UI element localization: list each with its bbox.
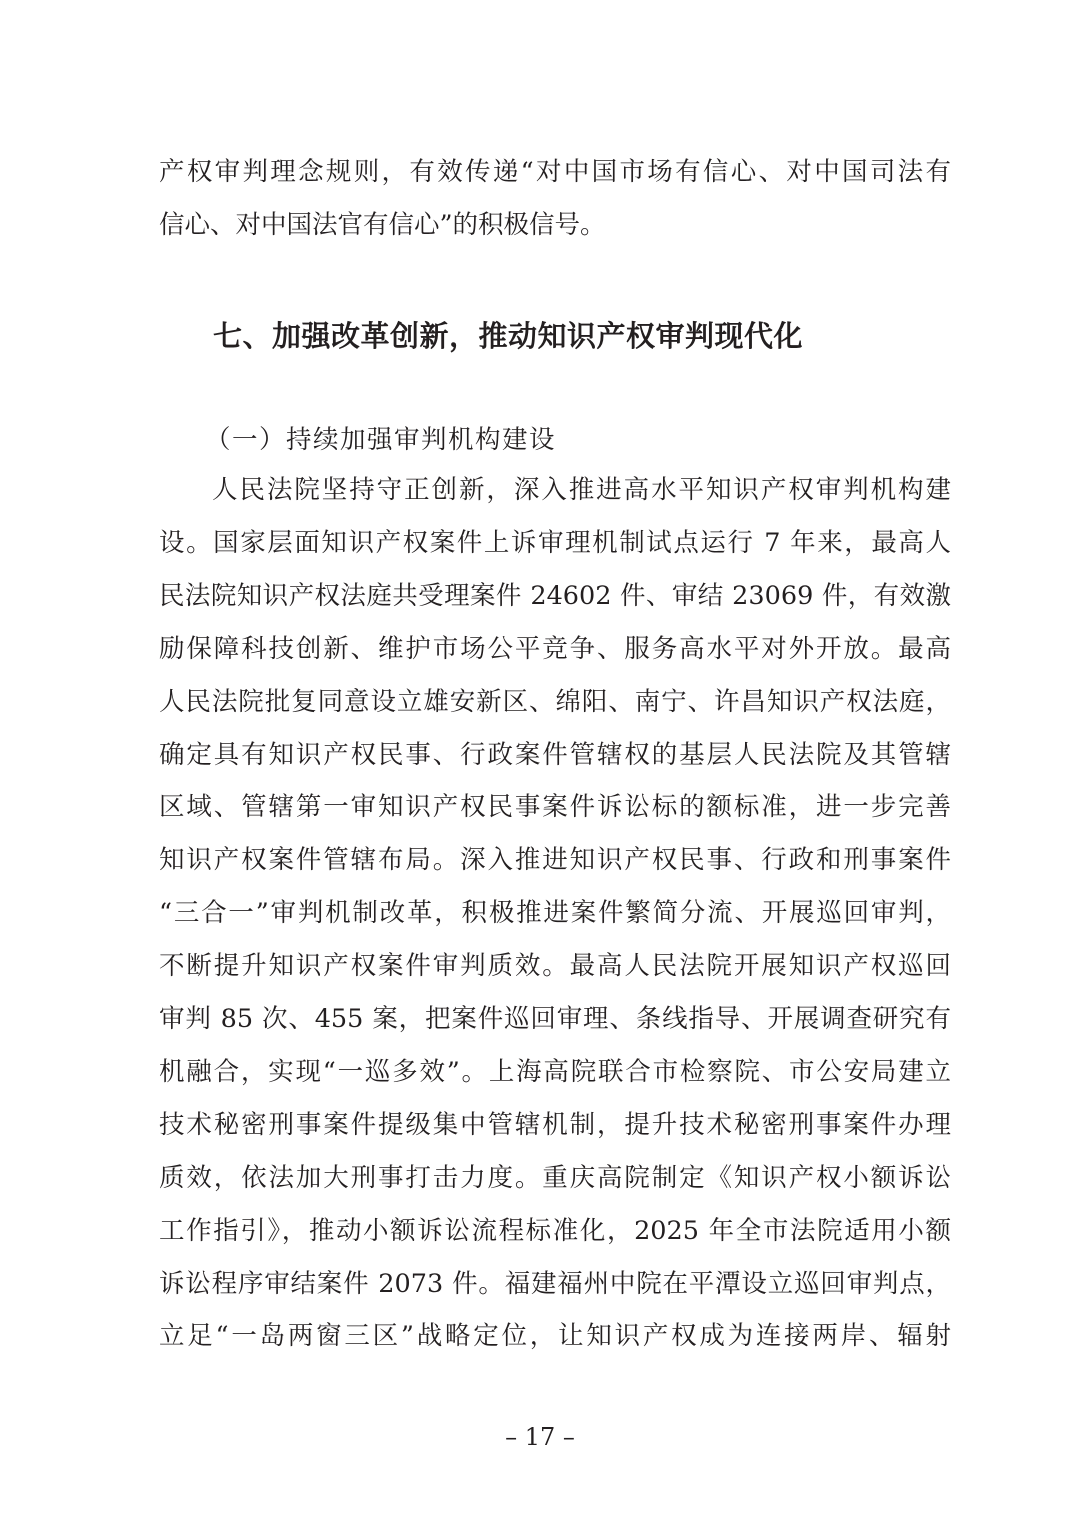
paragraph-line: 技术秘密刑事案件提级集中管辖机制，提升技术秘密刑事案件办理 (159, 1109, 951, 1140)
paragraph-line: 区域、管辖第一审知识产权民事案件诉讼标的额标准，进一步完善 (159, 792, 951, 823)
paragraph-line: 民法院知识产权法庭共受理案件 24602 件、审结 23069 件，有效激 (159, 580, 951, 611)
paragraph-line: 确定具有知识产权民事、行政案件管辖权的基层人民法院及其管辖 (159, 739, 951, 770)
intro-line: 产权审判理念规则，有效传递“对中国市场有信心、对中国司法有 (159, 157, 951, 187)
paragraph-line: 人民法院坚持守正创新，深入推进高水平知识产权审判机构建 (212, 475, 951, 505)
paragraph-line: 工作指引》，推动小额诉讼流程标准化，2025 年全市法院适用小额 (159, 1215, 951, 1246)
paragraph-line: 人民法院批复同意设立雄安新区、绵阳、南宁、许昌知识产权法庭， (159, 686, 951, 717)
paragraph-line: 立足“一岛两窗三区”战略定位，让知识产权成为连接两岸、辐射 (159, 1321, 951, 1352)
page-number: – 17 – (505, 1423, 575, 1451)
paragraph-line: “三合一”审判机制改革，积极推进案件繁简分流、开展巡回审判， (159, 898, 951, 929)
paragraph-line: 诉讼程序审结案件 2073 件。福建福州中院在平潭设立巡回审判点， (159, 1268, 951, 1299)
paragraph-line: 励保障科技创新、维护市场公平竞争、服务高水平对外开放。最高 (159, 633, 951, 664)
intro-line: 信心、对中国法官有信心”的积极信号。 (159, 210, 606, 240)
paragraph-line: 审判 85 次、455 案，把案件巡回审理、条线指导、开展调查研究有 (159, 1004, 951, 1034)
paragraph-line: 设。国家层面知识产权案件上诉审理机制试点运行 7 年来，最高人 (159, 527, 951, 558)
paragraph-line: 机融合，实现“一巡多效”。上海高院联合市检察院、市公安局建立 (159, 1056, 951, 1087)
paragraph-line: 质效，依法加大刑事打击力度。重庆高院制定《知识产权小额诉讼 (159, 1162, 951, 1193)
paragraph-line: 知识产权案件管辖布局。深入推进知识产权民事、行政和刑事案件 (159, 845, 951, 876)
paragraph-line: 不断提升知识产权案件审判质效。最高人民法院开展知识产权巡回 (159, 951, 951, 982)
subsection-heading: （一）持续加强审判机构建设 (205, 425, 557, 455)
section-heading: 七、加强改革创新，推动知识产权审判现代化 (213, 319, 804, 353)
